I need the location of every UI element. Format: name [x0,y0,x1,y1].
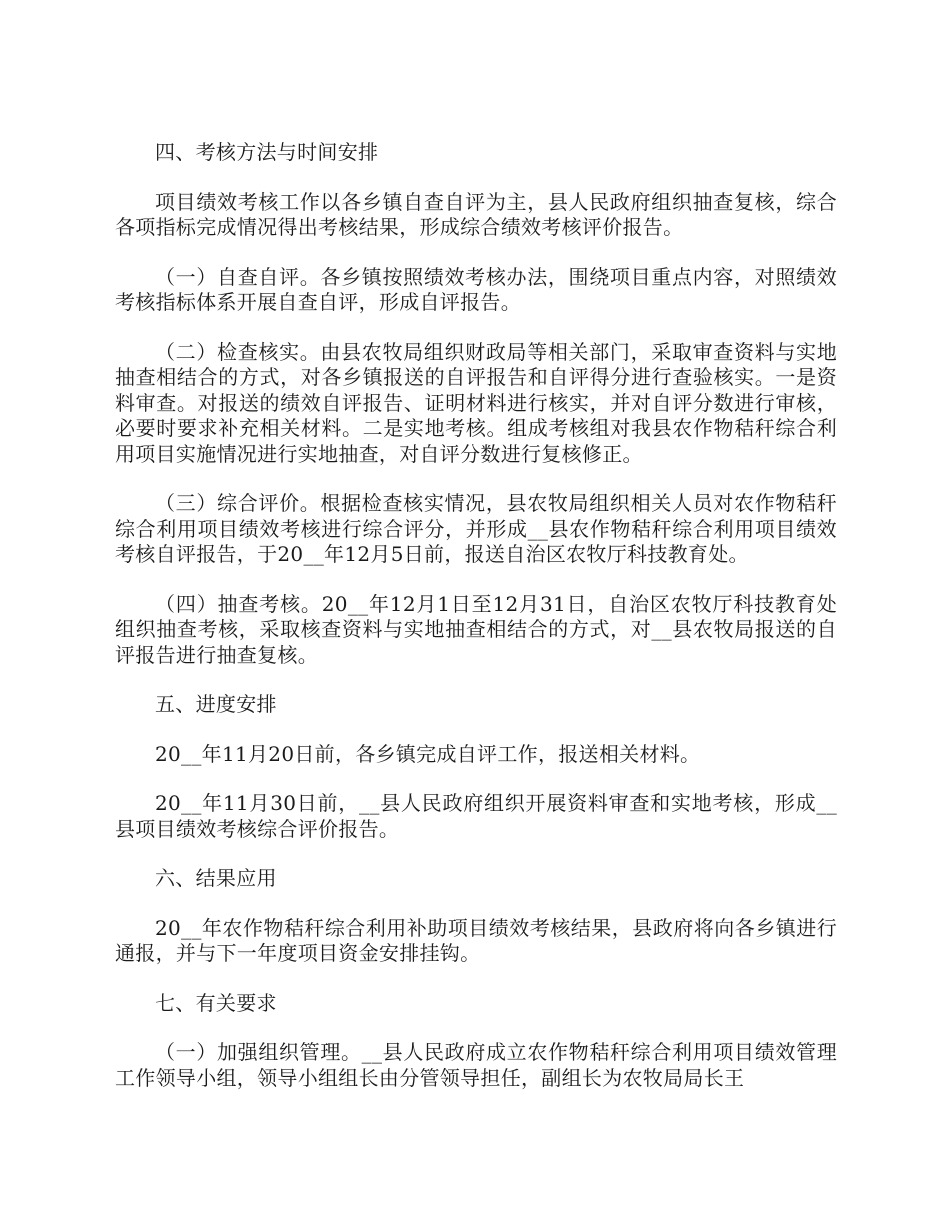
paragraph-assessment-overview: 项目绩效考核工作以各乡镇自查自评为主，县人民政府组织抽查复核，综合各项指标完成情况得出考核结果，形成综合绩效考核评价报告。 [115,189,837,239]
section-heading-requirements: 七、有关要求 [155,990,277,1015]
paragraph-comprehensive-evaluation: （三）综合评价。根据检查核实情况，县农牧局组织相关人员对农作物秸秆综合利用项目绩效考核进行综合评分，并形成__县农作物秸秆综合利用项目绩效考核自评报告，于20__年12月5日前，报送自治区农牧厅科技教育处。 [115,491,837,566]
paragraph-result-application: 20__年农作物秸秆综合利用补助项目绩效考核结果，县政府将向各乡镇进行通报，并与下一年度项目资金安排挂钩。 [115,915,837,965]
paragraph-verification: （二）检查核实。由县农牧局组织财政局等相关部门，采取审查资料与实地抽查相结合的方式，对各乡镇报送的自评报告和自评得分进行查验核实。一是资料审查。对报送的绩效自评报告、证明材料进行核实，并对自评分数进行审核，必要时要求补充相关材料。二是实地考核。组成考核组对我县农作物秸秆综合利用项目实施情况进行实地抽查，对自评分数进行复核修正。 [115,339,837,466]
section-heading-result-application: 六、结果应用 [155,866,277,890]
paragraph-self-evaluation: （一）自查自评。各乡镇按照绩效考核办法，围绕项目重点内容，对照绩效考核指标体系开展自查自评，形成自评报告。 [115,264,837,314]
document-body [115,140,837,1115]
paragraph-schedule-nov20: 20__年11月20日前，各乡镇完成自评工作，报送相关材料。 [155,741,701,766]
section-heading-assessment-method: 四、考核方法与时间安排 [155,140,379,164]
paragraph-schedule-nov30: 20__年11月30日前，__县人民政府组织开展资料审查和实地考核，形成__县项目绩效考核综合评价报告。 [115,791,837,841]
section-heading-schedule: 五、进度安排 [155,692,277,716]
paragraph-spot-check: （四）抽查考核。20__年12月1日至12月31日，自治区农牧厅科技教育处组织抽查考核，采取核查资料与实地抽查相结合的方式，对__县农牧局报送的自评报告进行抽查复核。 [115,591,837,667]
paragraph-organization-management: （一）加强组织管理。__县人民政府成立农作物秸秆综合利用项目绩效管理工作领导小组，领导小组组长由分管领导担任，副组长为农牧局局长王 [115,1040,837,1090]
